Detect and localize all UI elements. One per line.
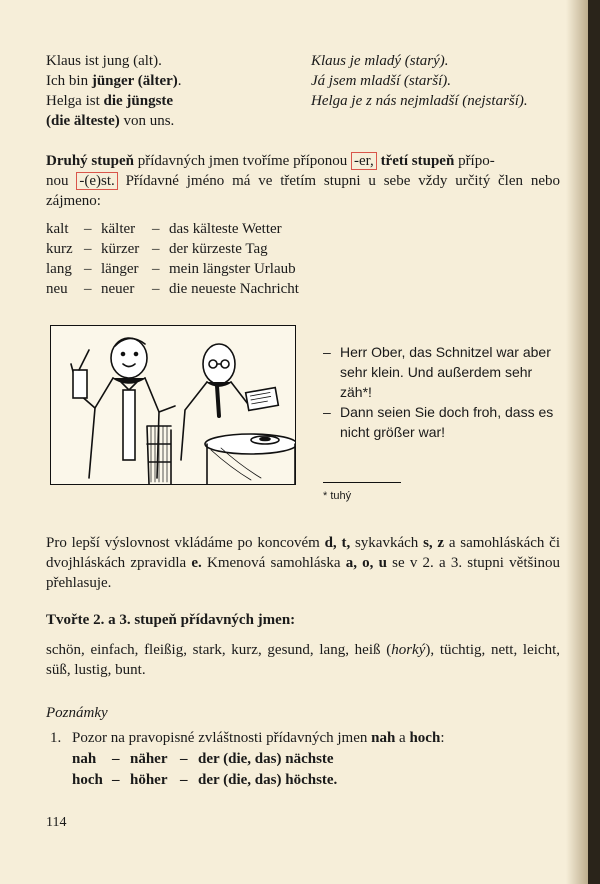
- example-de-2: Ich bin jünger (älter).: [46, 73, 182, 89]
- notes-heading: Poznámky: [46, 705, 108, 721]
- cartoon-waiter-illustration: [50, 325, 296, 485]
- example-de-4: (die älteste) von uns.: [46, 113, 175, 129]
- rule-paragraph-line1: Druhý stupeň přídavných jmen tvoříme příponou -er, třetí stupeň přípo-: [46, 153, 495, 169]
- footnote-divider: [323, 482, 401, 483]
- example-cz-3: Helga je z nás nejmladší (nejstarší).: [311, 93, 528, 109]
- dialogue-line-2: – Dann seien Sie doch froh, dass es nicht größer war!: [323, 404, 554, 440]
- footnote: * tuhý: [323, 490, 352, 502]
- example-cz-1: Klaus je mladý (starý).: [311, 53, 449, 69]
- page-spine-shadow: [566, 0, 588, 884]
- example-cz-2: Já jsem mladší (starší).: [311, 73, 451, 89]
- textbook-page: Klaus ist jung (alt). Ich bin jünger (älter). Helga ist die jüngste (die älteste) von uns. Klaus je mladý (starý). Já jsem mladší (starší). Helga je z nás nejmladší (nejstarší). Druhý stupeň přídavných jmen tvoříme příponou -er, třetí stupeň přípo- nou -(e)st. Přídavné jméno má ve třetím stupni u sebe vždy určitý člen nebo zájmeno: kalt – kälter – das kälteste Wetter kurz – kürzer – der kürzeste Tag lang – länger – mein längster Urlaub neu – neuer – die neueste Nachricht – Herr Ober, das Schnitzel war aber sehr klein. Und außerdem sehr zäh*! – Dann seien Sie doch froh, dass es nicht größer war! * tuhý Pro lepší výslovnost vkládáme po koncovém d, t, sykavkách s, z a samohláskách či dvojhláskách zpravidla e. Kmenová samohláska a, o, u se v 2. a 3. stupni většinou přehlasuje. Tvořte 2. a 3. stupeň přídavných jmen: schön, einfach, fleißig, stark, kurz, gesund, lang, heiß (horký), tüchtig, nett, leicht, süß, lustig, bunt. Poznámky 1. Pozor na pravopisné zvláštnosti přídavných jmen nah a hoch: nah – näher – der (die, das) nächste hoch – höher – der (die, das) höchste. 114: [0, 0, 588, 884]
- example-de-3: Helga ist die jüngste: [46, 93, 174, 109]
- exercise-heading: Tvořte 2. a 3. stupeň přídavných jmen:: [46, 612, 296, 628]
- book-edge: [588, 0, 600, 884]
- dialogue-line-1: – Herr Ober, das Schnitzel war aber sehr klein. Und außerdem sehr zäh*!: [323, 344, 551, 400]
- suffix-er-box: -er,: [351, 152, 377, 170]
- example-de-1: Klaus ist jung (alt).: [46, 53, 162, 69]
- exercise-words: schön, einfach, fleißig, stark, kurz, gesund, lang, heiß (horký), tüchtig, nett, leicht, süß, lustig, bunt.: [46, 642, 560, 678]
- suffix-est-box: -(e)st.: [76, 172, 117, 190]
- rule-paragraph-rest: nou -(e)st. Přídavné jméno má ve třetím stupni u sebe vždy určitý člen nebo zájmeno:: [46, 173, 561, 209]
- cartoon-drawing: [51, 326, 295, 484]
- pronunciation-paragraph: Pro lepší výslovnost vkládáme po koncovém d, t, sykavkách s, z a samohláskách či dvojhláskách zpravidla e. Kmenová samohláska a, o, u se v 2. a 3. stupni většinou přehlasuje.: [46, 535, 561, 591]
- page-number: 114: [46, 815, 67, 830]
